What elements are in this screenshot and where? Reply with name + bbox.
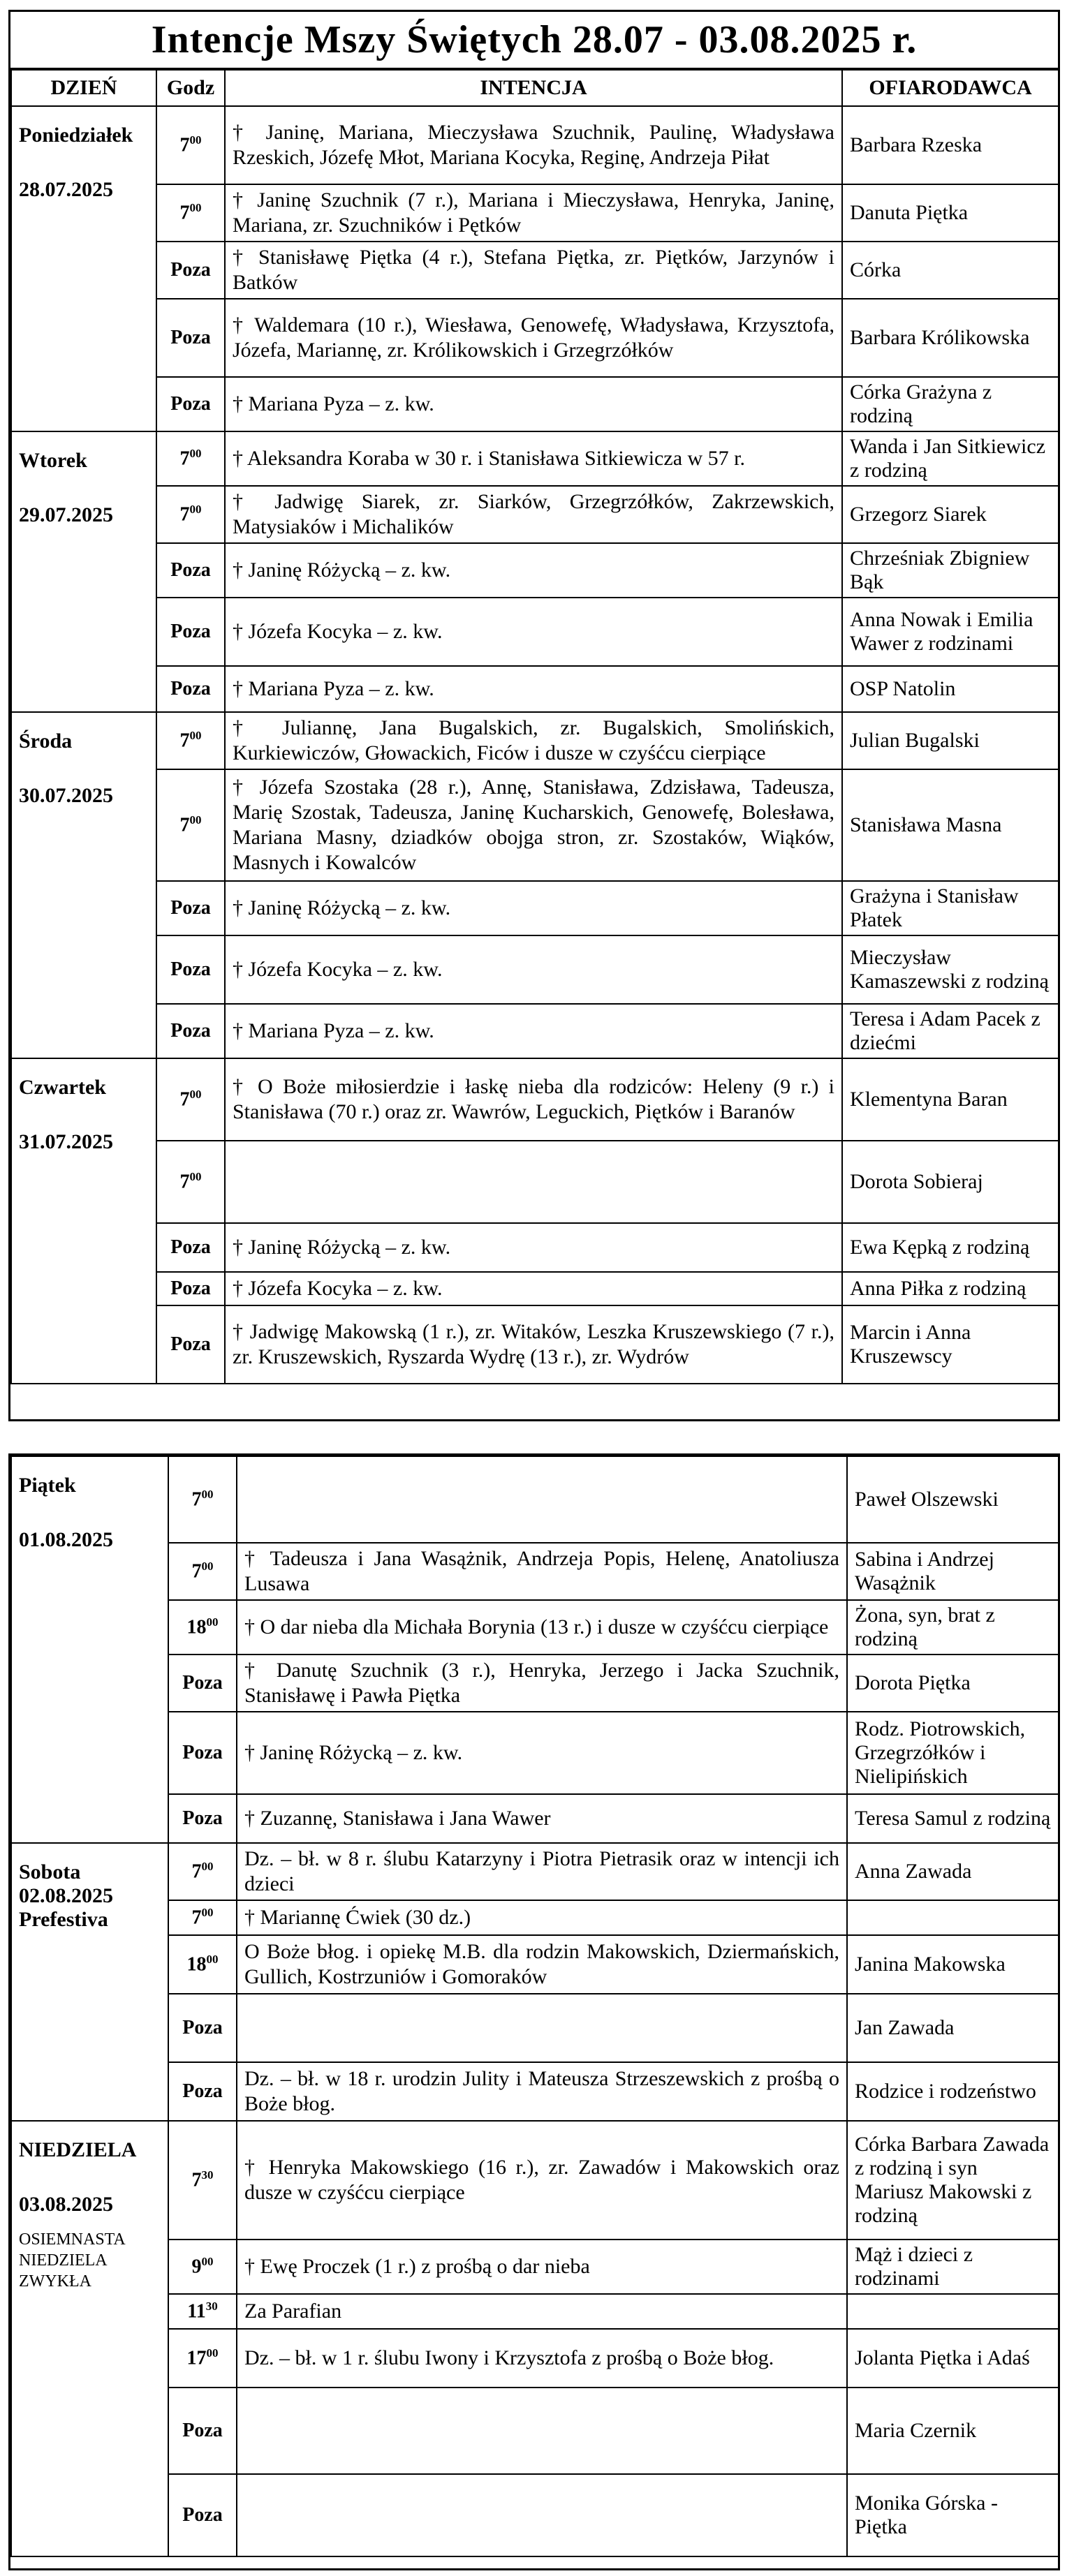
minute-value: 00 — [201, 2255, 214, 2269]
minute-value: 30 — [205, 2300, 218, 2314]
donor-cell — [847, 1900, 1059, 1935]
hour-value: Poza — [182, 2080, 223, 2102]
donor-cell: Paweł Olszewski — [847, 1456, 1059, 1543]
donor-cell: Barbara Rzeska — [842, 106, 1059, 184]
hour-cell — [156, 769, 225, 881]
table-row — [11, 1600, 1059, 1655]
donor-cell: Chrześniak Zbigniew Bąk — [842, 543, 1059, 598]
hour-cell — [156, 1272, 225, 1305]
hour-value: Poza — [170, 259, 211, 281]
schedule-page-1 — [8, 10, 1060, 1421]
donor-cell: Monika Górska - Piętka — [847, 2474, 1059, 2556]
intention-cell — [237, 1456, 847, 1543]
hour-value: 7 — [191, 1488, 202, 1511]
table-row — [11, 881, 1059, 935]
table-row — [11, 2294, 1059, 2329]
day-name: Środa — [19, 730, 73, 753]
intention-cell: † Janinę, Mariana, Mieczysława Szuchnik, Paulinę, Władysława Rzeskich, Józefę Młot, Mariana Kocyka, Reginę, Andrzeja Piłat — [225, 106, 842, 184]
donor-cell: Dorota Sobieraj — [842, 1141, 1059, 1223]
table-row — [11, 1223, 1059, 1272]
donor-cell: Anna Nowak i Emilia Wawer z rodzinami — [842, 598, 1059, 666]
donor-cell: Jan Zawada — [847, 1994, 1059, 2062]
day-date: 01.08.2025 — [19, 1528, 113, 1551]
donor-cell: Dorota Piętka — [847, 1655, 1059, 1712]
hour-value: 7 — [191, 1860, 202, 1883]
intention-cell: † Henryka Makowskiego (16 r.), zr. Zawadów i Makowskich oraz dusze w czyśćcu cierpiące — [237, 2121, 847, 2240]
hour-cell — [168, 1994, 237, 2062]
intention-cell: † Józefa Kocyka – z. kw. — [225, 935, 842, 1004]
intention-cell: † Mariana Pyza – z. kw. — [225, 1004, 842, 1058]
hour-value: Poza — [182, 2420, 223, 2441]
donor-cell: Marcin i Anna Kruszewscy — [842, 1305, 1059, 1384]
hour-value: 7 — [191, 1560, 202, 1583]
hour-value: Poza — [182, 2017, 223, 2038]
donor-cell: Córka Grażyna z rodziną — [842, 377, 1059, 431]
day-cell — [11, 712, 156, 1058]
hour-value: Poza — [170, 1236, 211, 1258]
intention-cell: † Ewę Proczek (1 r.) z prośbą o dar nieba — [237, 2240, 847, 2294]
day-date: 29.07.2025 — [19, 503, 113, 526]
table-row — [11, 935, 1059, 1004]
hour-cell — [156, 377, 225, 431]
hour-cell — [156, 666, 225, 712]
hour-value: Poza — [182, 1742, 223, 1763]
intention-cell: † Zuzannę, Stanisława i Jana Wawer — [237, 1794, 847, 1843]
intention-cell — [237, 2474, 847, 2556]
donor-cell: Stanisława Masna — [842, 769, 1059, 881]
table-row — [11, 377, 1059, 431]
hour-value: Poza — [170, 393, 211, 415]
hour-value: 9 — [191, 2256, 202, 2278]
donor-cell: Anna Piłka z rodziną — [842, 1272, 1059, 1305]
hour-value: 17 — [186, 2347, 207, 2369]
table-row — [11, 2121, 1059, 2240]
minute-value: 00 — [189, 813, 202, 827]
hour-value: 11 — [187, 2300, 206, 2323]
table-row — [11, 1712, 1059, 1794]
hour-value: 7 — [179, 134, 190, 156]
day-liturgical-note: OSIEMNASTA NIEDZIELA ZWYKŁA — [19, 2230, 125, 2290]
table-row — [11, 242, 1059, 299]
hour-cell — [168, 1843, 237, 1900]
minute-value: 00 — [189, 133, 202, 147]
table-row — [11, 1794, 1059, 1843]
hour-value: Poza — [170, 1333, 211, 1355]
day-date: 30.07.2025 — [19, 784, 113, 807]
intentions-table-1 — [10, 69, 1059, 1384]
hour-value: 7 — [179, 503, 190, 526]
intention-cell: Dz. – bł. w 8 r. ślubu Katarzyny i Piotra Pietrasik oraz w intencji ich dzieci — [237, 1843, 847, 1900]
table-row — [11, 106, 1059, 184]
intention-cell — [237, 2388, 847, 2474]
hour-cell — [168, 2121, 237, 2240]
hour-value: 18 — [186, 1953, 207, 1976]
hour-cell — [168, 2062, 237, 2121]
donor-cell: Córka Barbara Zawada z rodziną i syn Mariusz Makowski z rodziną — [847, 2121, 1059, 2240]
hour-cell — [156, 1223, 225, 1272]
hour-cell — [168, 2474, 237, 2556]
table-row — [11, 1843, 1059, 1900]
day-cell — [11, 1456, 168, 1843]
table-row — [11, 1994, 1059, 2062]
table-row — [11, 1900, 1059, 1935]
minute-value: 00 — [189, 1088, 202, 1102]
table-row — [11, 1456, 1059, 1543]
hour-cell — [168, 2294, 237, 2329]
donor-cell: Rodzice i rodzeństwo — [847, 2062, 1059, 2121]
intentions-table-2 — [10, 1456, 1059, 2557]
table-row — [11, 2240, 1059, 2294]
intention-cell: † Waldemara (10 r.), Wiesława, Genowefę, Władysława, Krzysztofa, Józefa, Mariannę, zr. Królikowskich i Grzegrzółków — [225, 299, 842, 377]
table-row — [11, 2329, 1059, 2388]
hour-cell — [156, 184, 225, 242]
intention-cell: O Boże błog. i opiekę M.B. dla rodzin Makowskich, Dziermańskich, Gullich, Kostrzuniów i Gomoraków — [237, 1935, 847, 1994]
day-date: 02.08.2025 — [19, 1884, 113, 1907]
table-row — [11, 299, 1059, 377]
intention-cell: † Danutę Szuchnik (3 r.), Henryka, Jerzego i Jacka Szuchnik, Stanisławę i Pawła Piętka — [237, 1655, 847, 1712]
header-donor: OFIARODAWCA — [842, 70, 1059, 106]
donor-cell: OSP Natolin — [842, 666, 1059, 712]
header-intention: INTENCJA — [225, 70, 842, 106]
day-name: Czwartek — [19, 1076, 106, 1099]
minute-value: 00 — [201, 1906, 214, 1920]
minute-value: 00 — [189, 201, 202, 215]
intention-cell: † Janinę Różycką – z. kw. — [237, 1712, 847, 1794]
table-header-row — [11, 70, 1059, 106]
donor-cell: Danuta Piętka — [842, 184, 1059, 242]
hour-value: Poza — [170, 621, 211, 642]
intention-cell: † Janinę Różycką – z. kw. — [225, 1223, 842, 1272]
intention-cell: † O Boże miłosierdzie i łaskę nieba dla rodziców: Heleny (9 r.) i Stanisława (70 r.) oraz zr. Wawrów, Leguckich, Piętków i Baranów — [225, 1058, 842, 1141]
minute-value: 30 — [201, 2168, 214, 2182]
intention-cell: † Mariana Pyza – z. kw. — [225, 666, 842, 712]
hour-cell — [168, 1900, 237, 1935]
hour-cell — [156, 1058, 225, 1141]
minute-value: 00 — [206, 1615, 219, 1629]
day-name: Poniedziałek — [19, 124, 133, 147]
hour-cell — [156, 431, 225, 486]
table-row — [11, 1305, 1059, 1384]
intention-cell: † Józefa Szostaka (28 r.), Annę, Stanisława, Zdzisława, Tadeusza, Marię Szostak, Tadeusza, Janinę Kucharskich, Genowefę, Bolesława, Mariana Masny, dziadków obojga stron, zr. Szostaków, Wiąków, Masnych i Kowalców — [225, 769, 842, 881]
page-title: Intencje Mszy Świętych 28.07 - 03.08.2025 r. — [10, 12, 1058, 69]
hour-value: Poza — [170, 678, 211, 699]
hour-cell — [156, 1004, 225, 1058]
donor-cell: Teresa i Adam Pacek z dziećmi — [842, 1004, 1059, 1058]
minute-value: 00 — [201, 1560, 214, 1574]
table-row — [11, 2474, 1059, 2556]
hour-value: 7 — [191, 2169, 202, 2191]
intention-cell: † Mariannę Ćwiek (30 dz.) — [237, 1900, 847, 1935]
donor-cell: Jolanta Piętka i Adaś — [847, 2329, 1059, 2388]
minute-value: 00 — [189, 1170, 202, 1184]
day-name: Sobota — [19, 1860, 81, 1883]
day-date: 31.07.2025 — [19, 1130, 113, 1153]
intention-cell: † Aleksandra Koraba w 30 r. i Stanisława Sitkiewicza w 57 r. — [225, 431, 842, 486]
hour-cell — [168, 2329, 237, 2388]
table-row — [11, 769, 1059, 881]
hour-value: Poza — [170, 1020, 211, 1042]
donor-cell: Grażyna i Stanisław Płatek — [842, 881, 1059, 935]
hour-value: Poza — [182, 1807, 223, 1829]
intention-cell: † Jadwigę Makowską (1 r.), zr. Witaków, Leszka Kruszewskiego (7 r.), zr. Kruszewskich, Ryszarda Wydrę (13 r.), zr. Wydrów — [225, 1305, 842, 1384]
donor-cell: Mąż i dzieci z rodzinami — [847, 2240, 1059, 2294]
intention-cell: † Jadwigę Siarek, zr. Siarków, Grzegrzółków, Zakrzewskich, Matysiaków i Michalików — [225, 486, 842, 543]
day-name: Piątek — [19, 1474, 76, 1497]
hour-value: 7 — [179, 1171, 190, 1193]
hour-value: 7 — [179, 814, 190, 836]
table-row — [11, 2388, 1059, 2474]
hour-cell — [156, 486, 225, 543]
donor-cell: Córka — [842, 242, 1059, 299]
hour-cell — [168, 1543, 237, 1600]
hour-value: Poza — [182, 2504, 223, 2526]
donor-cell: Janina Makowska — [847, 1935, 1059, 1994]
donor-cell: Ewa Kępką z rodziną — [842, 1223, 1059, 1272]
day-cell — [11, 431, 156, 712]
donor-cell — [847, 2294, 1059, 2329]
hour-cell — [168, 1456, 237, 1543]
donor-cell: Mieczysław Kamaszewski z rodziną — [842, 935, 1059, 1004]
donor-cell: Wanda i Jan Sitkiewicz z rodziną — [842, 431, 1059, 486]
hour-cell — [168, 1655, 237, 1712]
header-hour: Godz — [156, 70, 225, 106]
table-row — [11, 2062, 1059, 2121]
table-row — [11, 184, 1059, 242]
hour-cell — [156, 543, 225, 598]
hour-value: Poza — [170, 1278, 211, 1299]
intention-cell: † Józefa Kocyka – z. kw. — [225, 1272, 842, 1305]
table-row — [11, 1935, 1059, 1994]
hour-value: 7 — [179, 447, 190, 470]
table-row — [11, 598, 1059, 666]
table-row — [11, 431, 1059, 486]
minute-value: 00 — [206, 2346, 219, 2360]
intention-cell: † Tadeusza i Jana Wasążnik, Andrzeja Popis, Helenę, Anatoliusza Lusawa — [237, 1543, 847, 1600]
day-cell — [11, 1058, 156, 1384]
day-date: 03.08.2025 — [19, 2193, 113, 2216]
donor-cell: Żona, syn, brat z rodziną — [847, 1600, 1059, 1655]
minute-value: 00 — [201, 1860, 214, 1874]
day-date: 28.07.2025 — [19, 178, 113, 201]
table-row — [11, 1141, 1059, 1223]
intention-cell: † O dar nieba dla Michała Borynia (13 r.) i dusze w czyśćcu cierpiące — [237, 1600, 847, 1655]
day-cell — [11, 106, 156, 431]
intention-cell: † Józefa Kocyka – z. kw. — [225, 598, 842, 666]
table-row — [11, 666, 1059, 712]
day-note: Prefestiva — [19, 1908, 108, 1931]
minute-value: 00 — [189, 447, 202, 461]
donor-cell: Maria Czernik — [847, 2388, 1059, 2474]
table-row — [11, 1543, 1059, 1600]
donor-cell: Klementyna Baran — [842, 1058, 1059, 1141]
hour-cell — [156, 598, 225, 666]
intention-cell: † Mariana Pyza – z. kw. — [225, 377, 842, 431]
minute-value: 00 — [189, 503, 202, 517]
schedule-page-2 — [8, 1453, 1060, 2570]
hour-value: Poza — [182, 1672, 223, 1694]
hour-value: 7 — [179, 1088, 190, 1111]
table-row — [11, 1004, 1059, 1058]
table-row — [11, 486, 1059, 543]
hour-value: Poza — [170, 559, 211, 581]
donor-cell: Julian Bugalski — [842, 712, 1059, 769]
minute-value: 00 — [201, 1488, 214, 1502]
intention-cell: † Stanisławę Piętka (4 r.), Stefana Piętka, zr. Piętków, Jarzynów i Batków — [225, 242, 842, 299]
table-row — [11, 543, 1059, 598]
donor-cell: Sabina i Andrzej Wasążnik — [847, 1543, 1059, 1600]
hour-value: 7 — [179, 202, 190, 224]
hour-value: 7 — [179, 730, 190, 752]
hour-value: 7 — [191, 1907, 202, 1929]
intention-cell: Za Parafian — [237, 2294, 847, 2329]
hour-cell — [168, 1712, 237, 1794]
day-cell — [11, 1843, 168, 2121]
table-row — [11, 712, 1059, 769]
hour-value: Poza — [170, 958, 211, 980]
hour-cell — [156, 242, 225, 299]
hour-cell — [156, 1141, 225, 1223]
hour-cell — [168, 2388, 237, 2474]
intention-cell: † Juliannę, Jana Bugalskich, zr. Bugalskich, Smolińskich, Kurkiewiczów, Głowackich, Ficów i dusze w czyśćcu cierpiące — [225, 712, 842, 769]
hour-cell — [168, 2240, 237, 2294]
intention-cell — [237, 1994, 847, 2062]
header-day: DZIEŃ — [11, 70, 156, 106]
donor-cell: Grzegorz Siarek — [842, 486, 1059, 543]
day-name: Wtorek — [19, 449, 87, 472]
table-row — [11, 1655, 1059, 1712]
table-row — [11, 1272, 1059, 1305]
hour-cell — [168, 1935, 237, 1994]
intention-cell — [225, 1141, 842, 1223]
donor-cell: Teresa Samul z rodziną — [847, 1794, 1059, 1843]
hour-cell — [156, 299, 225, 377]
hour-cell — [156, 881, 225, 935]
donor-cell: Rodz. Piotrowskich, Grzegrzółków i Nielipińskich — [847, 1712, 1059, 1794]
intention-cell: † Janinę Różycką – z. kw. — [225, 881, 842, 935]
hour-value: Poza — [170, 897, 211, 919]
intention-cell: Dz. – bł. w 18 r. urodzin Julity i Mateusza Strzeszewskich z prośbą o Boże błog. — [237, 2062, 847, 2121]
hour-cell — [156, 1305, 225, 1384]
day-cell — [11, 2121, 168, 2556]
hour-cell — [156, 106, 225, 184]
table-row — [11, 1058, 1059, 1141]
hour-value: Poza — [170, 327, 211, 348]
hour-value: 18 — [186, 1616, 207, 1638]
hour-cell — [168, 1794, 237, 1843]
minute-value: 00 — [206, 1953, 219, 1967]
intention-cell: Dz. – bł. w 1 r. ślubu Iwony i Krzysztofa z prośbą o Boże błog. — [237, 2329, 847, 2388]
hour-cell — [168, 1600, 237, 1655]
hour-cell — [156, 712, 225, 769]
donor-cell: Barbara Królikowska — [842, 299, 1059, 377]
intention-cell: † Janinę Różycką – z. kw. — [225, 543, 842, 598]
day-name: NIEDZIELA — [19, 2138, 137, 2161]
intention-cell: † Janinę Szuchnik (7 r.), Mariana i Mieczysława, Henryka, Janinę, Mariana, zr. Szuchników i Pętków — [225, 184, 842, 242]
donor-cell: Anna Zawada — [847, 1843, 1059, 1900]
minute-value: 00 — [189, 729, 202, 743]
hour-cell — [156, 935, 225, 1004]
